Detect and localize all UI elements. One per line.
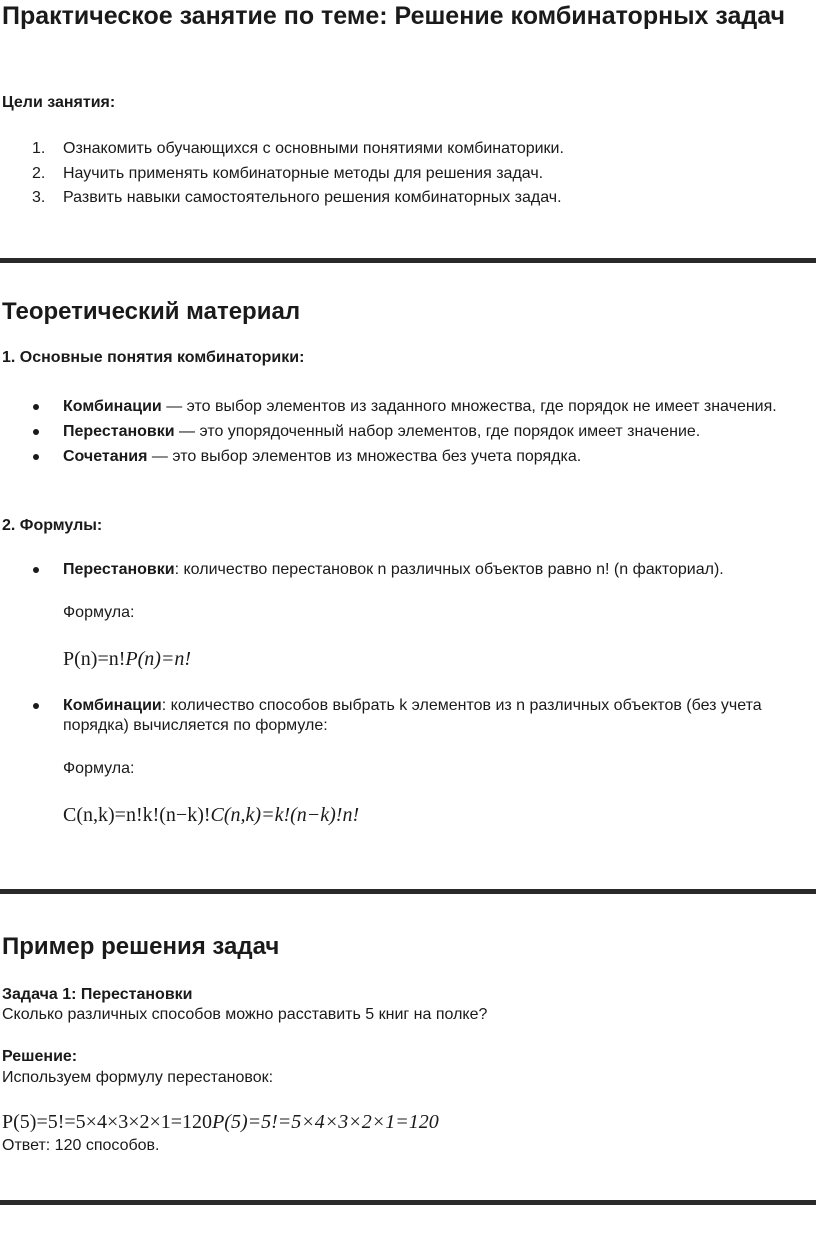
formula-example <box>2 1110 439 1134</box>
term-definition: — это упорядоченный набор элементов, где порядок имеет значение. <box>174 423 701 440</box>
concepts-heading: 1. Основные понятия комбинаторики: <box>2 349 305 366</box>
bullet-icon <box>33 429 39 435</box>
bullet-icon <box>33 703 39 709</box>
section-divider <box>0 258 816 263</box>
list-item <box>0 162 564 187</box>
formula-plain: P(n)=n! <box>63 648 126 670</box>
list-item <box>0 137 564 162</box>
list-item-text: Развить навыки самостоятельного решения комбинаторных задач. <box>63 189 562 206</box>
page-title: Практическое занятие по теме: Решение комбинаторных задач <box>2 2 786 30</box>
term-definition: : количество перестановок n различных объектов равно n! (n факториал). <box>174 561 724 578</box>
term-label: Комбинации <box>63 697 162 714</box>
formula-label: Формула: <box>63 760 135 777</box>
section-divider <box>0 889 816 894</box>
term-definition: — это выбор элементов из множества без учета порядка. <box>147 448 582 465</box>
bullet-icon <box>33 454 39 460</box>
list-item-text: Научить применять комбинаторные методы для решения задач. <box>63 164 544 182</box>
bullet-icon <box>33 404 39 410</box>
goals-heading: Цели занятия: <box>2 94 116 111</box>
term-label: Комбинации <box>63 398 162 415</box>
formulas-list <box>0 560 816 827</box>
task-title: Задача 1: Перестановки <box>2 986 193 1003</box>
list-item <box>0 560 816 671</box>
section-divider <box>0 1200 816 1205</box>
formula-combinations <box>63 803 812 827</box>
formula-plain: C(n,k)=n!k!(n−k)! <box>63 804 211 826</box>
list-item <box>0 422 816 442</box>
solution-text: Используем формулу перестановок: <box>2 1069 274 1086</box>
list-item-number: 1. <box>32 140 46 157</box>
formula-italic: P(5)=5!=5×4×3×2×1=120 <box>212 1111 439 1133</box>
formula-plain: P(5)=5!=5×4×3×2×1=120 <box>2 1111 213 1133</box>
list-item <box>0 447 816 467</box>
answer-text: Ответ: 120 способов. <box>2 1137 160 1154</box>
concepts-list <box>0 397 816 467</box>
theory-heading: Теоретический материал <box>2 298 301 325</box>
term-label: Перестановки <box>63 561 175 578</box>
formula-italic: P(n)=n! <box>125 648 192 670</box>
list-item-text: Ознакомить обучающихся с основными понятиями комбинаторики. <box>63 140 564 157</box>
list-item <box>0 186 564 211</box>
task-text: Сколько различных способов можно расставить 5 книг на полке? <box>2 1006 488 1023</box>
list-item <box>0 696 816 827</box>
formulas-heading: 2. Формулы: <box>2 517 103 534</box>
list-item-number: 2. <box>32 164 46 182</box>
solution-label: Решение: <box>2 1048 78 1065</box>
list-item <box>0 397 816 417</box>
term-label: Сочетания <box>63 448 148 465</box>
term-label: Перестановки <box>63 423 175 440</box>
formula-label: Формула: <box>63 604 135 621</box>
example-heading: Пример решения задач <box>2 933 280 960</box>
goals-list <box>0 137 564 211</box>
term-definition: : количество способов выбрать k элементов из n различных объектов (без учета порядка) вычисляется по формуле: <box>63 697 762 734</box>
bullet-icon <box>33 567 39 573</box>
formula-italic: C(n,k)=k!(n−k)!n! <box>210 804 360 826</box>
formula-permutations <box>63 647 812 671</box>
term-definition: — это выбор элементов из заданного множества, где порядок не имеет значения. <box>161 398 777 415</box>
list-item-number: 3. <box>32 189 46 206</box>
